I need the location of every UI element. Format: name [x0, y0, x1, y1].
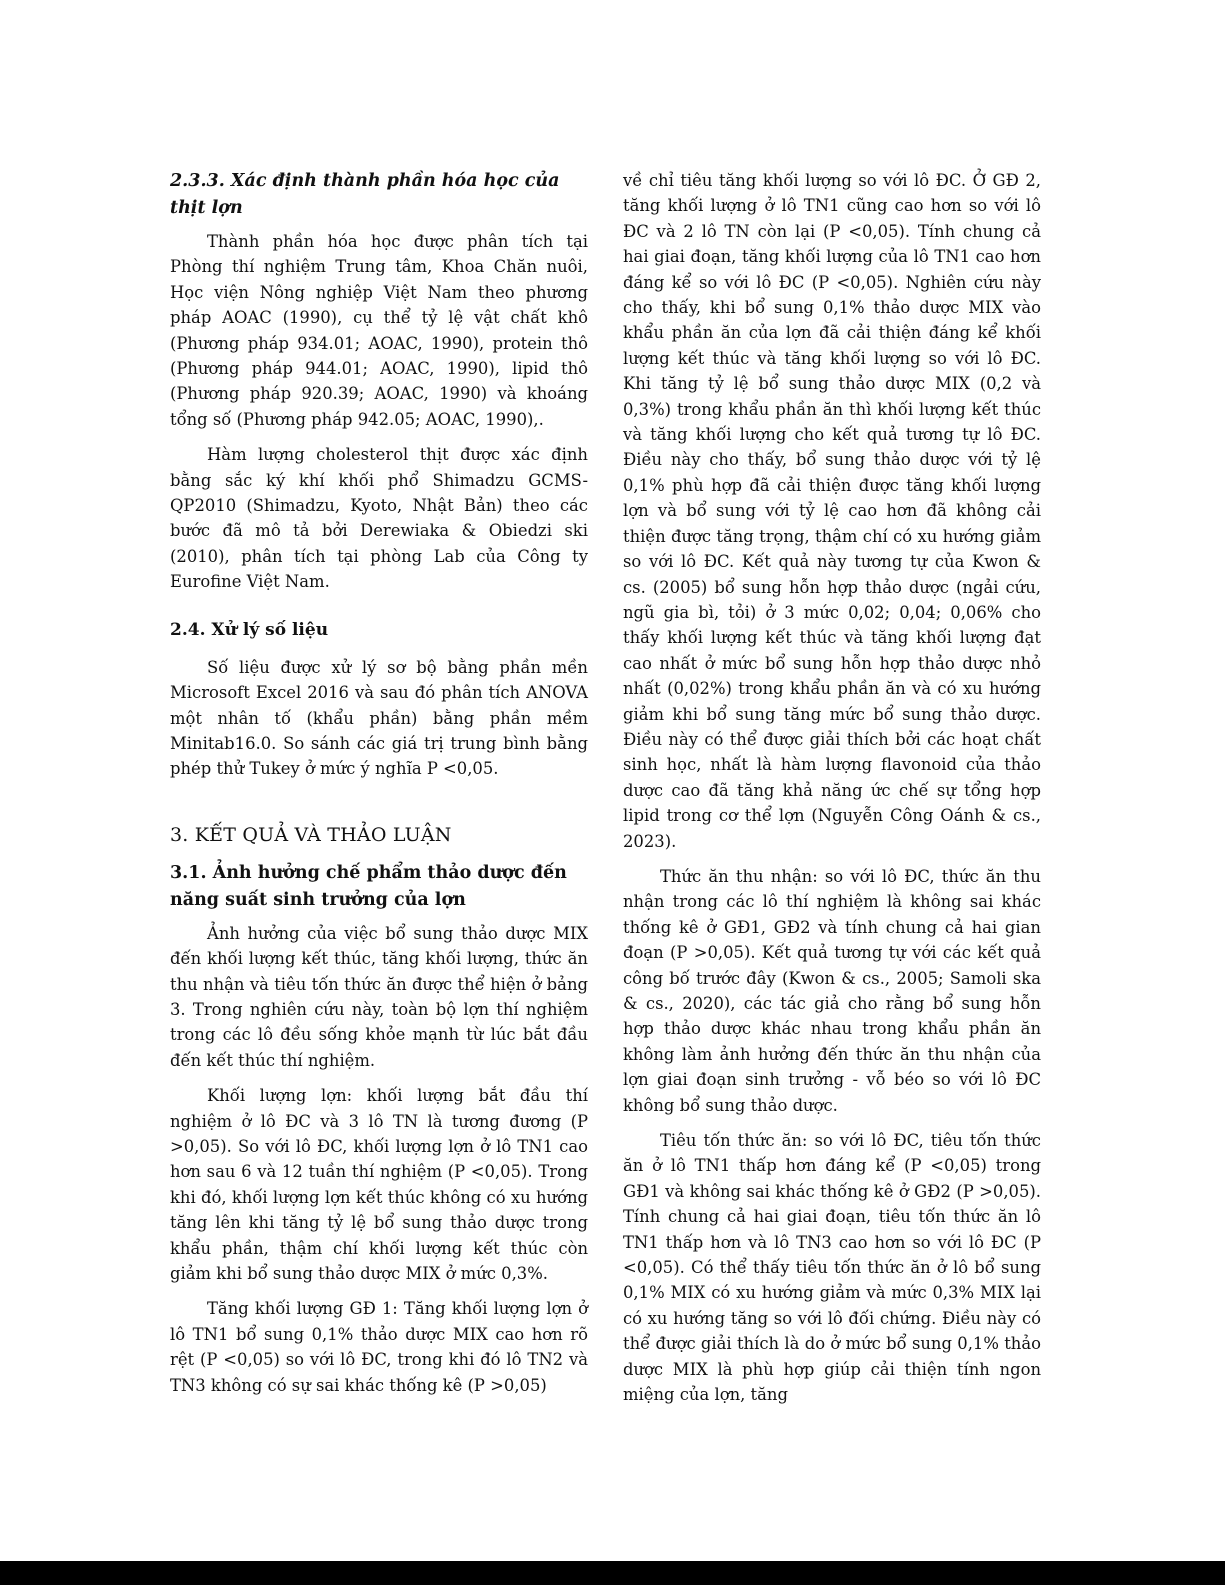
- section-heading-2-3-3: 2.3.3. Xác định thành phần hóa học của thịt lợn: [170, 171, 560, 218]
- paragraph: Ảnh hưởng của việc bổ sung thảo dược MIX đến khối lượng kết thúc, tăng khối lượng, thức ăn thu nhận và tiêu tốn thức ăn được thể hiện ở bảng 3. Trong nghiên cứu này, toàn bộ lợn thí nghiệm trong các lô đều sống khỏe mạnh từ lúc bắt đầu đến kết thúc thí nghiệm.: [170, 923, 588, 1070]
- paragraph: Số liệu được xử lý sơ bộ bằng phần mền Microsoft Excel 2016 và sau đó phân tích ANOVA một nhân tố (khẩu phần) bằng phần mềm Minitab16.0. So sánh các giá trị trung bình bằng phép thử Tukey ở mức ý nghĩa P <0,05.: [170, 657, 588, 779]
- paragraph: Hàm lượng cholesterol thịt được xác định bằng sắc ký khí khối phổ Shimadzu GCMS-QP2010 (Shimadzu, Kyoto, Nhật Bản) theo các bước đã mô tả bởi Derewiaka & Obiedzi ski (2010), phân tích tại phòng Lab của Công ty Eurofine Việt Nam.: [170, 445, 588, 592]
- footer-bar: [0, 1561, 1225, 1585]
- section-heading-3-1: 3.1. Ảnh hưởng chế phẩm thảo dược đến năng suất sinh trưởng của lợn: [170, 862, 567, 910]
- left-column: [170, 168, 588, 1398]
- section-heading-3: 3. KẾT QUẢ VÀ THẢO LUẬN: [170, 823, 452, 846]
- paragraph-continued: về chỉ tiêu tăng khối lượng so với lô ĐC. Ở GĐ 2, tăng khối lượng ở lô TN1 cũng cao hơn so với lô ĐC và 2 lô TN còn lại (P <0,05). Tính chung cả hai giai đoạn, tăng khối lượng của lô TN1 cao hơn đáng kể so với lô ĐC (P <0,05). Nghiên cứu này cho thấy, khi bổ sung 0,1% thảo dược MIX vào khẩu phần ăn của lợn đã cải thiện đáng kể khối lượng kết thúc và tăng khối lượng so với lô ĐC. Khi tăng tỷ lệ bổ sung thảo dược MIX (0,2 và 0,3%) trong khẩu phần ăn thì khối lượng kết thúc và tăng khối lượng cho kết quả tương tự lô ĐC. Điều này cho thấy, bổ sung thảo dược với tỷ lệ 0,1% phù hợp đã cải thiện được tăng khối lượng lợn và bổ sung với tỷ lệ cao hơn đã không cải thiện được tăng trọng, thậm chí có xu hướng giảm so với lô ĐC. Kết quả này tương tự của Kwon & cs. (2005) bổ sung hỗn hợp thảo dược (ngải cứu, ngũ gia bì, tỏi) ở 3 mức 0,02; 0,04; 0,06% cho thấy khối lượng kết thúc và tăng khối lượng đạt cao nhất ở mức bổ sung hỗn hợp thảo dược nhỏ nhất (0,02%) trong khẩu phần ăn và có xu hướng giảm khi bổ sung tăng mức bổ sung thảo dược. Điều này có thể được giải thích bởi các hoạt chất sinh học, nhất là hàm lượng flavonoid của thảo dược cao đã tăng khả năng ức chế sự tổng hợp lipid trong cơ thể lợn (Nguyễn Công Oánh & cs., 2023).: [623, 171, 1041, 851]
- paragraph: Khối lượng lợn: khối lượng bắt đầu thí nghiệm ở lô ĐC và 3 lô TN là tương đương (P >0,05). So với lô ĐC, khối lượng lợn ở lô TN1 cao hơn sau 6 và 12 tuần thí nghiệm (P <0,05). Trong khi đó, khối lượng lợn kết thúc không có xu hướng tăng lên khi tăng tỷ lệ bổ sung thảo dược trong khẩu phần, thậm chí khối lượng kết thúc còn giảm khi bổ sung thảo dược MIX ở mức 0,3%.: [170, 1086, 588, 1283]
- paragraph: Thành phần hóa học được phân tích tại Phòng thí nghiệm Trung tâm, Khoa Chăn nuôi, Học viện Nông nghiệp Việt Nam theo phương pháp AOAC (1990), cụ thể tỷ lệ vật chất khô (Phương pháp 934.01; AOAC, 1990), protein thô (Phương pháp 944.01; AOAC, 1990), lipid thô (Phương pháp 920.39; AOAC, 1990) và khoáng tổng số (Phương pháp 942.05; AOAC, 1990),.: [170, 232, 588, 429]
- paragraph: Tiêu tốn thức ăn: so với lô ĐC, tiêu tốn thức ăn ở lô TN1 thấp hơn đáng kể (P <0,05) trong GĐ1 và không sai khác thống kê ở GĐ2 (P >0,05). Tính chung cả hai giai đoạn, tiêu tốn thức ăn lô TN1 thấp hơn và lô TN3 cao hơn so với lô ĐC (P <0,05). Có thể thấy tiêu tốn thức ăn ở lô bổ sung 0,1% MIX có xu hướng giảm và mức 0,3% MIX lại có xu hướng tăng so với lô đối chứng. Điều này có thể được giải thích là do ở mức bổ sung 0,1% thảo dược MIX là phù hợp giúp cải thiện tính ngon miệng của lợn, tăng: [623, 1131, 1041, 1405]
- paragraph: Tăng khối lượng GĐ 1: Tăng khối lượng lợn ở lô TN1 bổ sung 0,1% thảo dược MIX cao hơn rõ rệt (P <0,05) so với lô ĐC, trong khi đó lô TN2 và TN3 không có sự sai khác thống kê (P >0,05): [170, 1299, 588, 1395]
- section-heading-2-4: 2.4. Xử lý số liệu: [170, 619, 329, 640]
- paragraph: Thức ăn thu nhận: so với lô ĐC, thức ăn thu nhận trong các lô thí nghiệm là không sai khác thống kê ở GĐ1, GĐ2 và tính chung cả hai gian đoạn (P >0,05). Kết quả tương tự với các kết quả công bố trước đây (Kwon & cs., 2005; Samoli ska & cs., 2020), các tác giả cho rằng bổ sung hỗn hợp thảo dược khác nhau trong khẩu phần ăn không làm ảnh hưởng đến thức ăn thu nhận của lợn giai đoạn sinh trưởng - vỗ béo so với lô ĐC không bổ sung thảo dược.: [623, 866, 1041, 1115]
- right-column: [623, 168, 1041, 1408]
